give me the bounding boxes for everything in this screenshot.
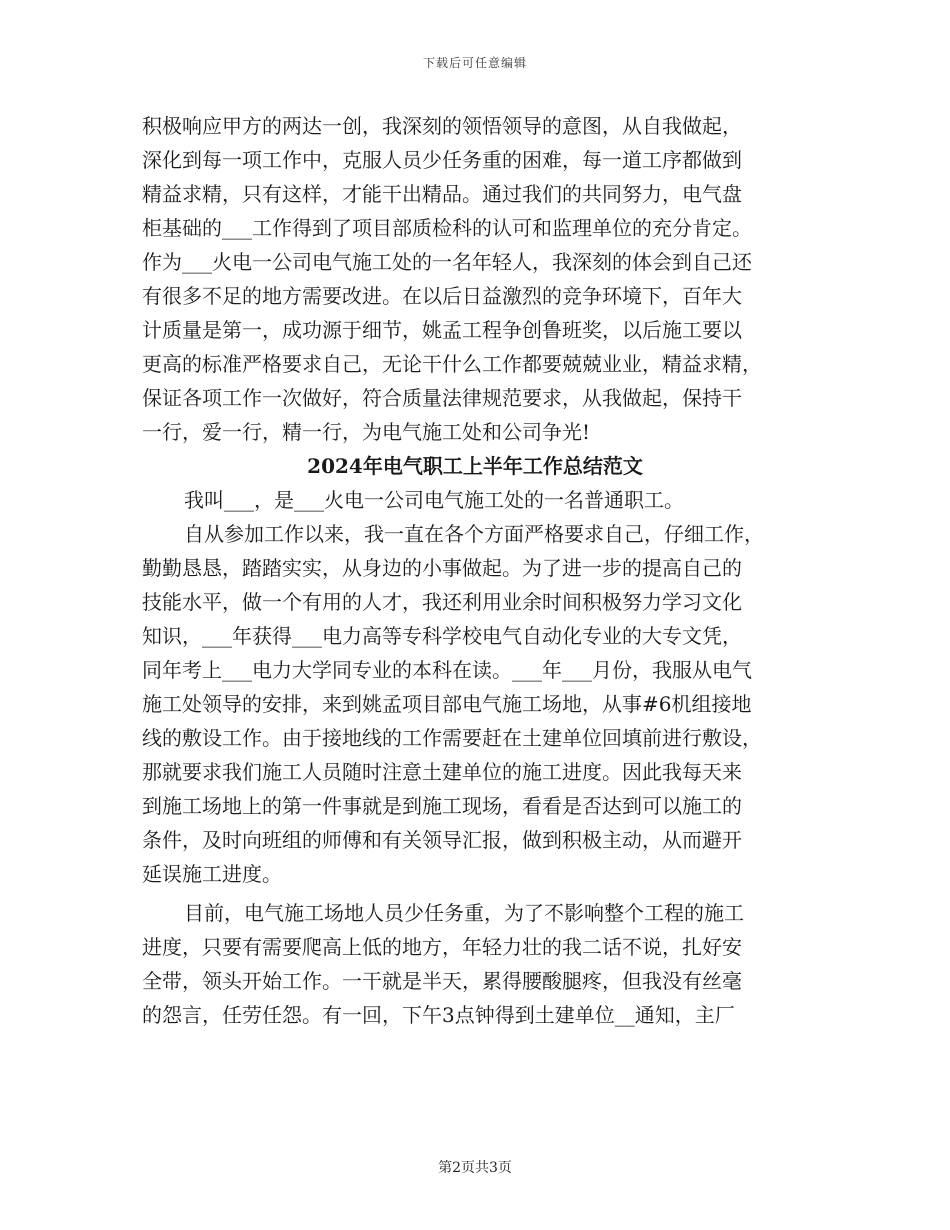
- text-line: 全带，领头开始工作。一干就是半天，累得腰酸腿疼，但我没有丝毫: [142, 969, 742, 993]
- text-line: 作为___火电一公司电气施工处的一名年轻人，我深刻的体会到自己还: [142, 250, 752, 274]
- text-line: 自从参加工作以来，我一直在各个方面严格要求自己，仔细工作，: [184, 522, 764, 546]
- text-line: 目前，电气施工场地人员少任务重，为了不影响整个工程的施工: [184, 901, 744, 925]
- paragraph-2: [142, 483, 808, 517]
- text-line: 计质量是第一，成功源于细节，姚孟工程争创鲁班奖，以后施工要以: [142, 318, 742, 342]
- text-line: 柜基础的___工作得到了项目部质检科的认可和监理单位的充分肯定。: [142, 216, 752, 240]
- header-note: 下载后可任意编辑: [422, 56, 527, 70]
- paragraph-3: [142, 517, 808, 891]
- text-line: 勤勤恳恳，踏踏实实，从身边的小事做起。为了进一步的提高自己的: [142, 556, 742, 580]
- text-line: 我叫___，是___火电一公司电气施工处的一名普通职工。: [184, 488, 684, 512]
- text-line: 到施工场地上的第一件事就是到施工现场，看看是否达到可以施工的: [142, 794, 742, 818]
- text-line: 同年考上___电力大学同专业的本科在读。___年___月份，我服从电气: [142, 658, 752, 682]
- text-line: 积极响应甲方的两达一创，我深刻的领悟领导的意图，从自我做起，: [142, 114, 742, 138]
- text-line: 的怨言，任劳任怨。有一回，下午3点钟得到土建单位__通知，主厂: [142, 1003, 735, 1027]
- text-line: 更高的标准严格要求自己，无论干什么工作都要兢兢业业，精益求精，: [142, 352, 762, 376]
- text-line: 保证各项工作一次做好，符合质量法律规范要求，从我做起，保持干: [142, 386, 742, 410]
- text-line: 技能水平，做一个有用的人才，我还利用业余时间积极努力学习文化: [142, 590, 742, 614]
- text-line: 延误施工进度。: [142, 862, 282, 886]
- text-line: 那就要求我们施工人员随时注意土建单位的施工进度。因此我每天来: [142, 760, 742, 784]
- text-line: 一行，爱一行，精一行，为电气施工处和公司争光!: [142, 420, 591, 444]
- paragraph-1: [142, 109, 808, 449]
- text-line: 施工处领导的安排，来到姚孟项目部电气施工场地，从事#6机组接地: [142, 692, 752, 716]
- text-line: 有很多不足的地方需要改进。在以后日益激烈的竞争环境下，百年大: [142, 284, 742, 308]
- text-line: 线的敷设工作。由于接地线的工作需要赶在土建单位回填前进行敷设，: [142, 726, 762, 750]
- text-line: 深化到每一项工作中，克服人员少任务重的困难，每一道工序都做到: [142, 148, 742, 172]
- text-line: 进度，只要有需要爬高上低的地方，年轻力壮的我二话不说，扎好安: [142, 935, 742, 959]
- text-line: 精益求精，只有这样，才能干出精品。通过我们的共同努力，电气盘: [142, 182, 742, 206]
- text-line: 知识，___年获得___电力高等专科学校电气自动化专业的大专文凭，: [142, 624, 742, 648]
- document-body: [142, 109, 808, 1032]
- section-title: 2024年电气职工上半年工作总结范文: [307, 454, 643, 478]
- paragraph-4: [142, 896, 808, 1032]
- text-line: 条件，及时向班组的师傅和有关领导汇报，做到积极主动，从而避开: [142, 828, 742, 852]
- page-number: 第2页共3页: [438, 1160, 512, 1176]
